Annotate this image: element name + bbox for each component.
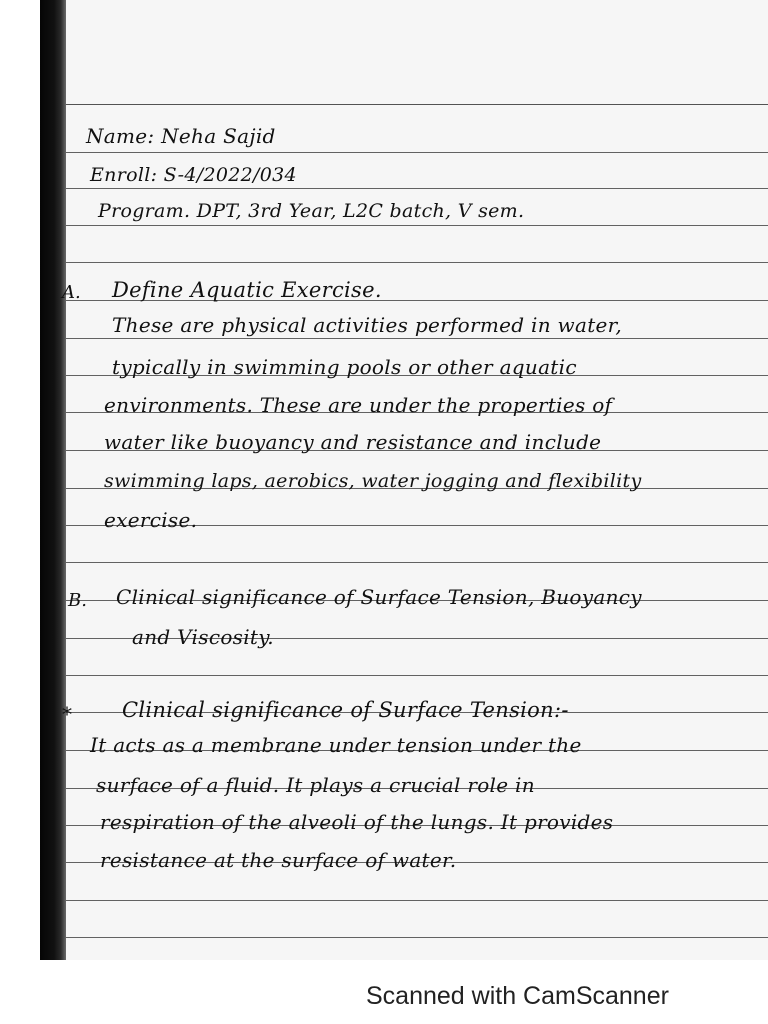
section-a-line-5: swimming laps, aerobics, water jogging and flexibility: [104, 470, 642, 492]
section-a-line-1: These are physical activities performed in water,: [112, 313, 622, 337]
section-a-marker: A.: [62, 282, 81, 303]
surface-tension-line-1: It acts as a membrane under tension under the: [90, 733, 582, 757]
section-b-heading-line-2: and Viscosity.: [132, 625, 274, 649]
page-binding-strip: [0, 0, 40, 960]
surface-tension-line-2: surface of a fluid. It plays a crucial role in: [96, 773, 535, 797]
page-left-shadow-edge: [40, 0, 66, 960]
surface-tension-heading: Clinical significance of Surface Tension:-: [122, 698, 569, 722]
ruled-line: [66, 262, 768, 263]
section-b-marker: B.: [68, 590, 87, 611]
ruled-line: [66, 675, 768, 676]
student-name-line: Name: Neha Sajid: [86, 124, 276, 148]
program-line: Program. DPT, 3rd Year, L2C batch, V sem.: [98, 200, 525, 222]
ruled-line: [66, 900, 768, 901]
ruled-line: [66, 188, 768, 189]
camscanner-watermark: Scanned with CamScanner: [366, 982, 669, 1010]
section-a-line-4: water like buoyancy and resistance and include: [104, 430, 602, 454]
section-b-heading-line-1: Clinical significance of Surface Tension, Buoyancy: [116, 585, 642, 609]
surface-tension-line-4: resistance at the surface of water.: [100, 848, 457, 872]
ruled-line: [66, 152, 768, 153]
section-a-line-3: environments. These are under the properties of: [104, 393, 613, 417]
ruled-line: [66, 338, 768, 339]
ruled-line: [66, 562, 768, 563]
enrollment-line: Enroll: S-4/2022/034: [90, 164, 297, 186]
section-a-heading: Define Aquatic Exercise.: [112, 278, 382, 302]
surface-tension-bullet: *: [62, 702, 72, 726]
section-a-line-6: exercise.: [104, 508, 198, 532]
ruled-line: [66, 104, 768, 105]
section-a-line-2: typically in swimming pools or other aquatic: [112, 355, 577, 379]
ruled-line: [66, 225, 768, 226]
surface-tension-line-3: respiration of the alveoli of the lungs. It provides: [100, 810, 614, 834]
ruled-line: [66, 937, 768, 938]
